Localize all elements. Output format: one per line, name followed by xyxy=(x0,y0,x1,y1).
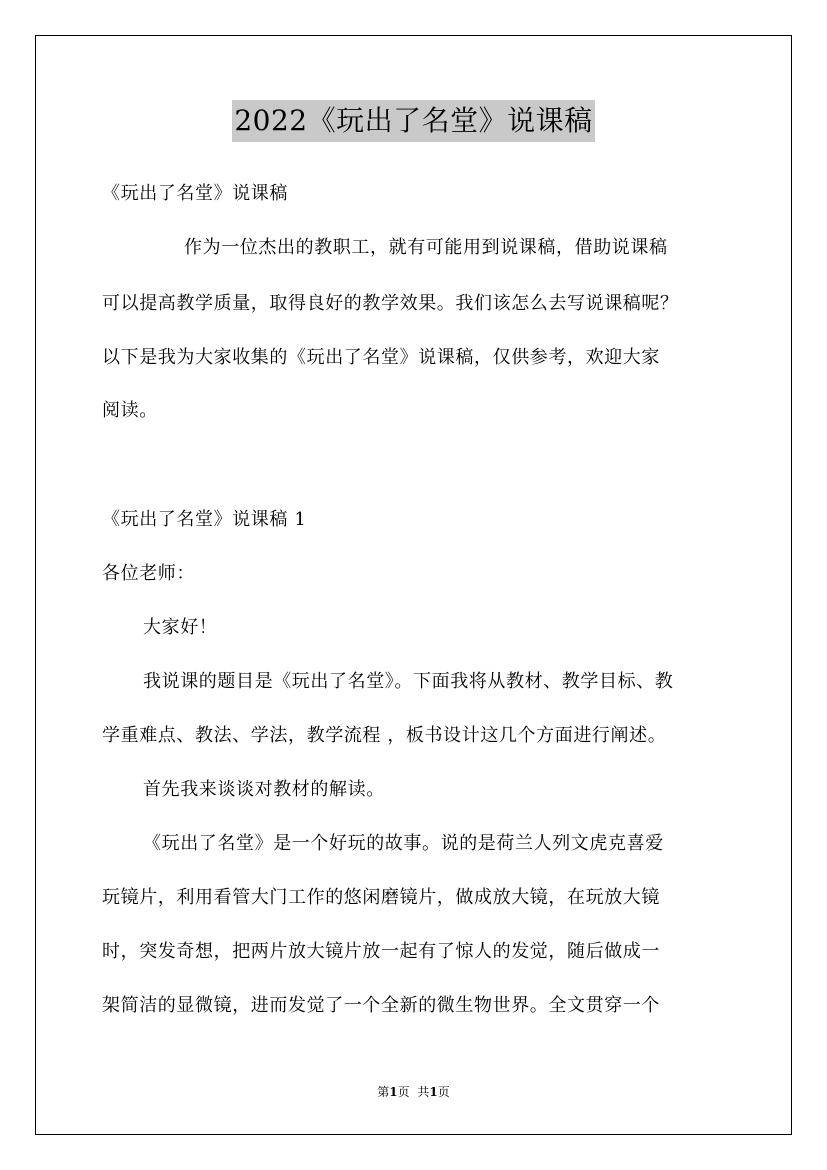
body-line-4: 《玩出了名堂》是一个好玩的故事。说的是荷兰人列文虎克喜爱 xyxy=(143,833,664,854)
footer-total-prefix: 共 xyxy=(417,1085,430,1099)
page-footer xyxy=(0,1084,827,1100)
body-line-1: 我说课的题目是《玩出了名堂》。下面我将从教材、教学目标、教 xyxy=(143,671,674,692)
body-line-2: 学重难点、教法、学法，教学流程 ，板书设计这几个方面进行阐述。 xyxy=(102,725,667,746)
footer-total-suffix: 页 xyxy=(437,1085,450,1099)
footer-page-prefix: 第 xyxy=(377,1085,390,1099)
intro-line-3: 以下是我为大家收集的《玩出了名堂》说课稿，仅供参考，欢迎大家 xyxy=(102,347,660,368)
body-line-5: 玩镜片，利用看管大门工作的悠闲磨镜片，做成放大镜，在玩放大镜 xyxy=(102,887,660,908)
document-title: 2022《玩出了名堂》说课稿 xyxy=(232,100,594,142)
body-line-6: 时，突发奇想，把两片放大镜片放一起有了惊人的发觉，随后做成一 xyxy=(102,941,660,962)
section-heading: 《玩出了名堂》说课稿 1 xyxy=(102,509,307,530)
body-line-7: 架简洁的显微镜，进而发觉了一个全新的微生物世界。全文贯穿一个 xyxy=(102,995,660,1016)
footer-page-number: 1 xyxy=(389,1085,398,1099)
intro-line-1: 作为一位杰出的教职工，就有可能用到说课稿，借助说课稿 xyxy=(184,237,668,258)
footer-total-pages: 1 xyxy=(429,1085,438,1099)
greeting: 大家好！ xyxy=(143,617,218,638)
salutation: 各位老师： xyxy=(102,563,195,584)
document-subtitle: 《玩出了名堂》说课稿 xyxy=(102,183,288,204)
intro-line-4: 阅读。 xyxy=(102,400,158,421)
body-line-3: 首先我来谈谈对教材的解读。 xyxy=(143,779,385,800)
title-container xyxy=(0,100,827,142)
intro-line-2: 可以提高教学质量，取得良好的教学效果。我们该怎么去写说课稿呢？ xyxy=(102,293,679,314)
footer-page-suffix: 页 xyxy=(397,1085,410,1099)
